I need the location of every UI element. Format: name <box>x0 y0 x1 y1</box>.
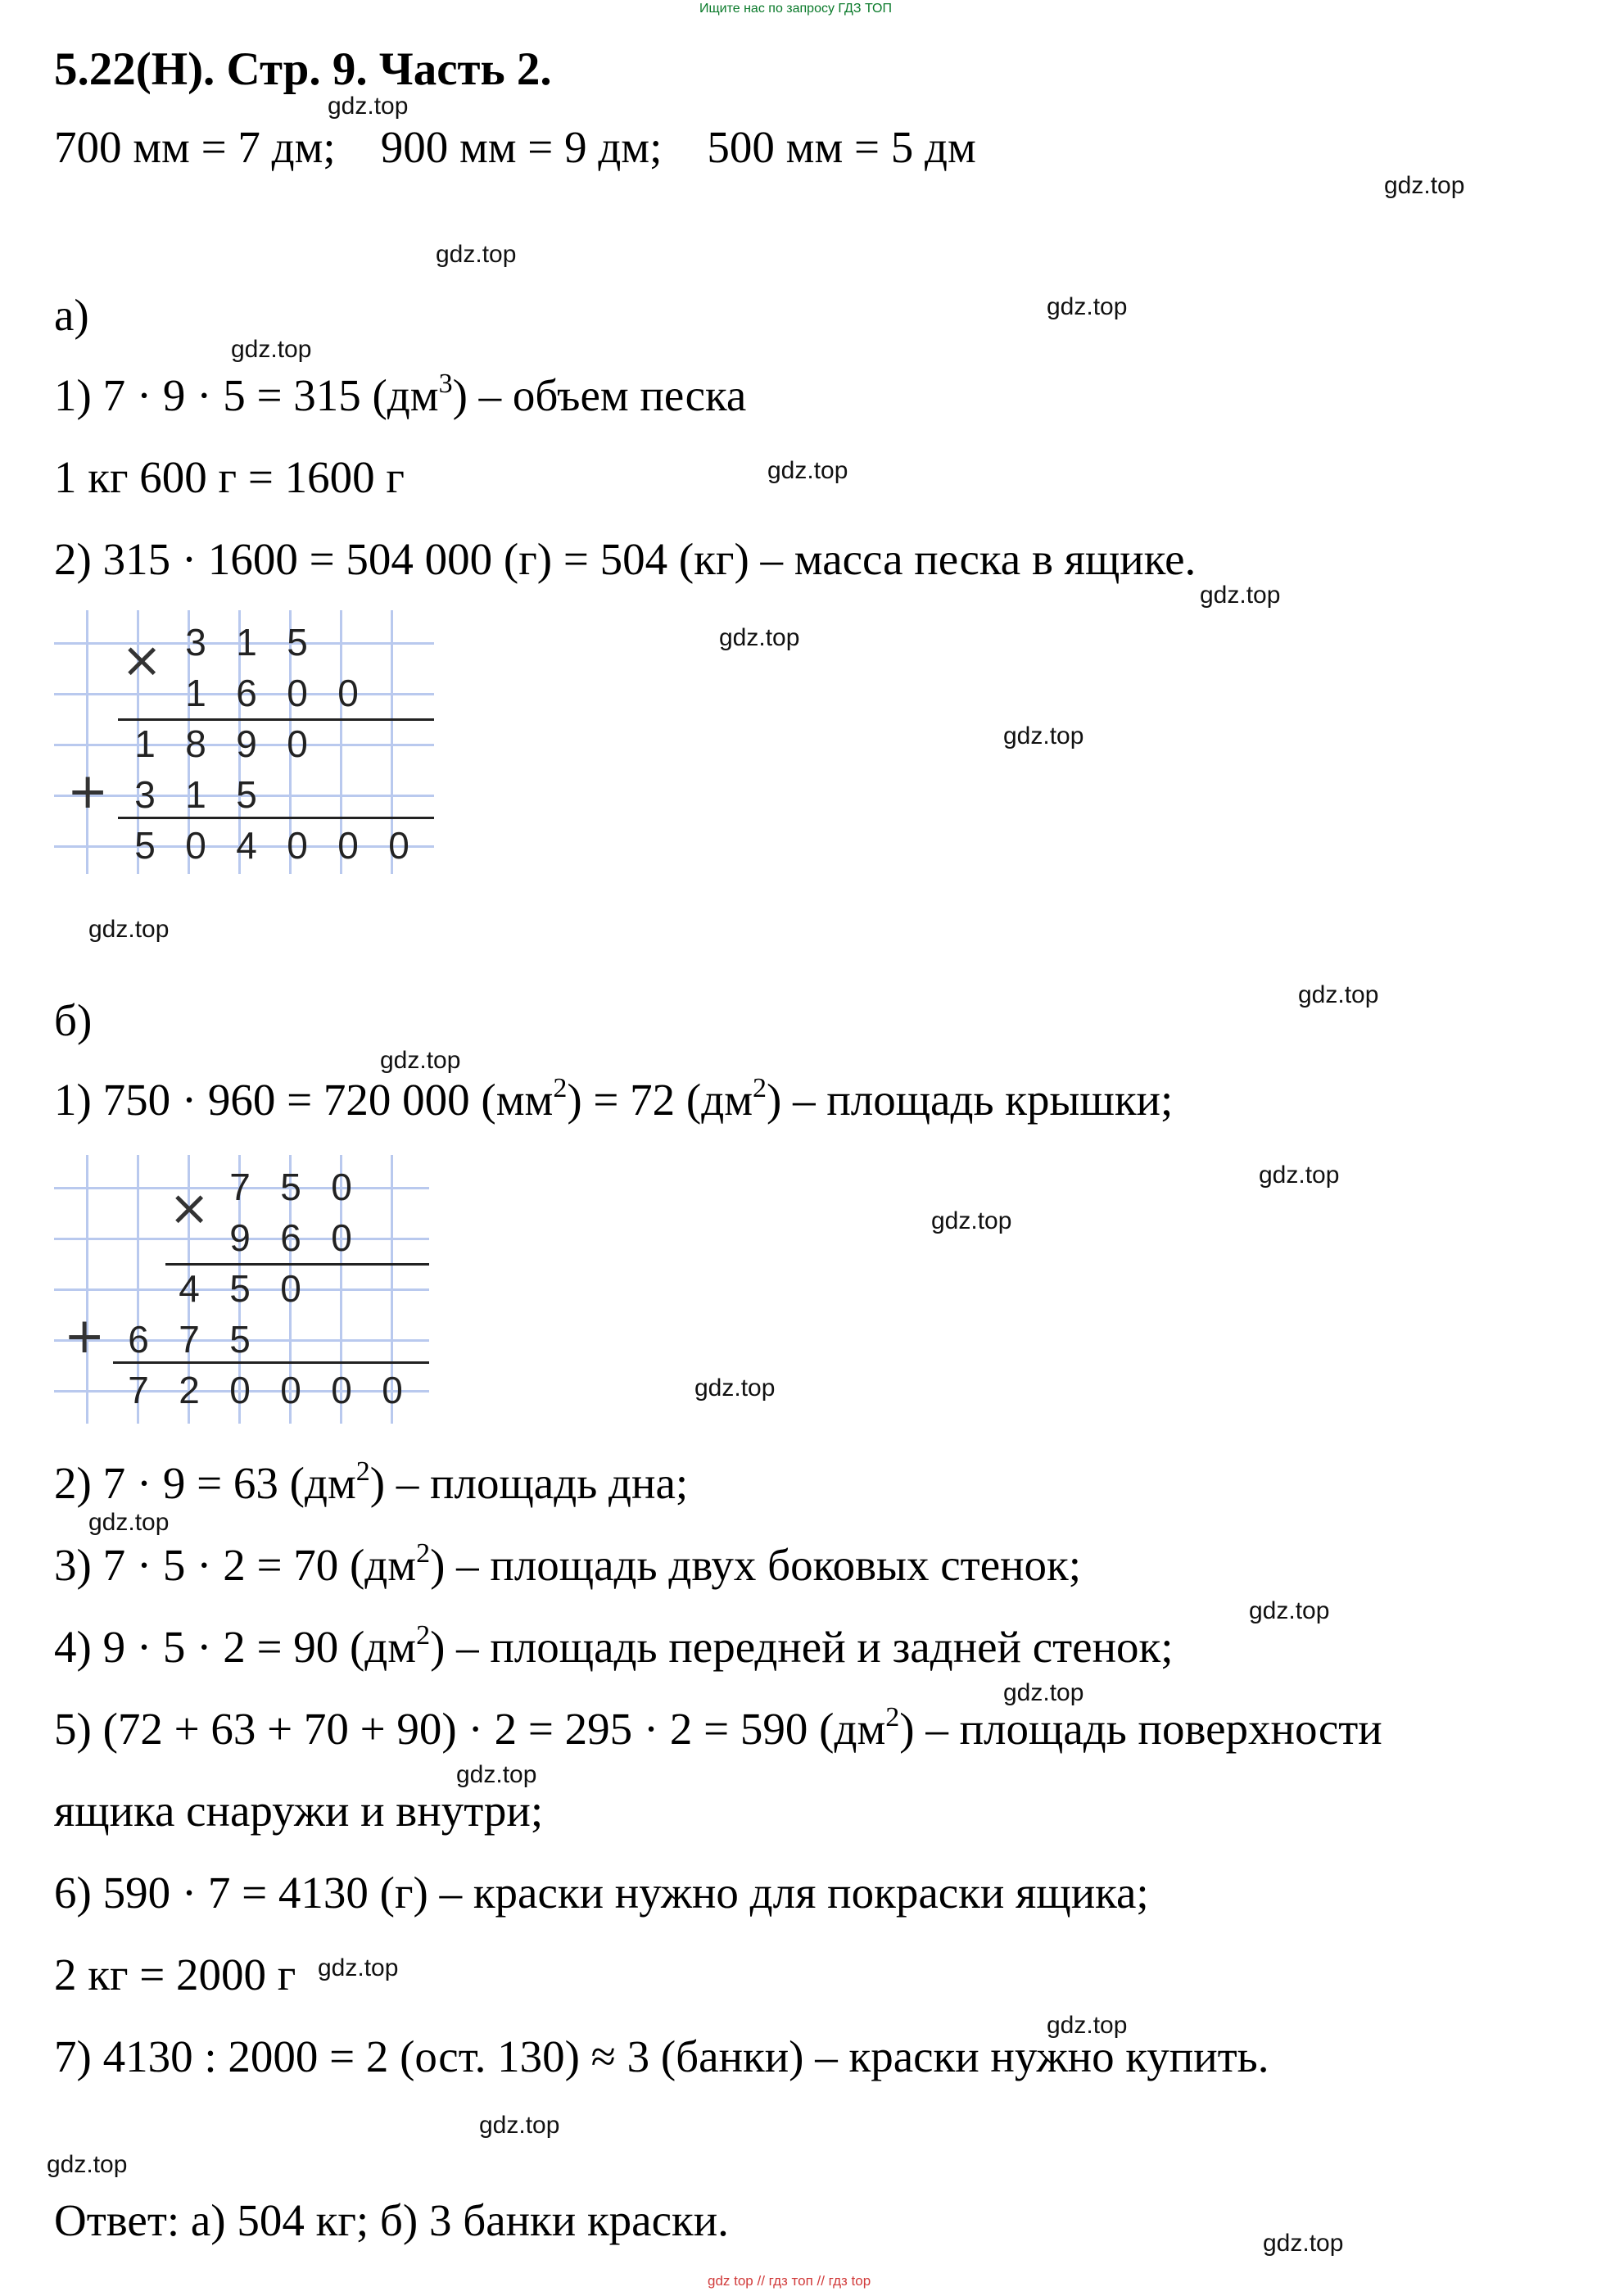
part-a-label: а) <box>54 290 89 340</box>
grid-digit: 1 <box>236 621 257 663</box>
watermark: gdz.top <box>47 2151 128 2178</box>
part-b-step6: 6) 590 · 7 = 4130 (г) – краски нужно для покраски ящика; <box>54 1868 1149 1918</box>
watermark: gdz.top <box>1263 2230 1344 2257</box>
part-b-step2-a: 2) 7 · 9 = 63 (дм <box>54 1458 356 1508</box>
grid-digit: 0 <box>331 1369 352 1411</box>
watermark: gdz.top <box>231 336 312 363</box>
watermark: gdz.top <box>694 1374 776 1402</box>
watermark: gdz.top <box>1298 981 1379 1008</box>
part-b-label: б) <box>54 995 93 1045</box>
part-a-conversion: 1 кг 600 г = 1600 г <box>54 452 405 502</box>
part-b-step4-a: 4) 9 · 5 · 2 = 90 (дм <box>54 1622 417 1672</box>
watermark: gdz.top <box>1200 582 1281 609</box>
multiplication-grid-b <box>54 1155 429 1424</box>
watermark: gdz.top <box>479 2112 560 2139</box>
part-a-step1-text: 1) 7 · 9 · 5 = 315 (дм <box>54 370 439 420</box>
part-b-step3-a: 3) 7 · 5 · 2 = 70 (дм <box>54 1540 417 1590</box>
part-b-step1-c: ) – площадь крышки; <box>767 1075 1174 1125</box>
part-b-step2-sup: 2 <box>355 1456 370 1487</box>
multiplication-grid-a <box>54 610 434 874</box>
part-b-step5 <box>54 1702 1382 1754</box>
grid-digit: 0 <box>337 824 359 867</box>
grid-digit: 6 <box>236 672 257 714</box>
grid-cell <box>88 1240 139 1291</box>
watermark: gdz.top <box>767 457 848 484</box>
grid-cell <box>393 695 434 746</box>
header-note: Ищите нас по запросу ГДЗ ТОП <box>699 2 892 16</box>
part-b-step1 <box>54 1073 1174 1125</box>
watermark: gdz.top <box>436 241 517 268</box>
grid-digit: 9 <box>229 1216 251 1259</box>
watermark: gdz.top <box>719 624 800 651</box>
grid-cell <box>342 1291 393 1342</box>
multiply-sign: × <box>169 1180 210 1237</box>
part-b-step1-a: 1) 750 · 960 = 720 000 (мм <box>54 1075 554 1125</box>
grid-digit: 0 <box>287 824 308 867</box>
grid-cell <box>54 1155 88 1189</box>
grid-digit: 0 <box>280 1267 301 1310</box>
grid-digit: 5 <box>280 1166 301 1208</box>
grid-digit: 0 <box>280 1369 301 1411</box>
grid-digit: 5 <box>229 1267 251 1310</box>
grid-digit: 7 <box>128 1369 149 1411</box>
grid-digit: 1 <box>185 672 206 714</box>
part-b-step2 <box>54 1456 689 1508</box>
answer: Ответ: а) 504 кг; б) 3 банки краски. <box>54 2195 729 2245</box>
footer-note: gdz top // гдз топ // гдз top <box>708 2273 871 2289</box>
grid-cell <box>54 695 88 746</box>
part-a-step1-sup: 3 <box>438 369 453 399</box>
conversion-line: 700 мм = 7 дм; 900 мм = 9 дм; 500 мм = 5 дм <box>54 122 976 172</box>
part-b-step5-continuation: ящика снаружи и внутри; <box>54 1786 544 1836</box>
grid-digit: 8 <box>185 722 206 765</box>
grid-digit: 0 <box>185 824 206 867</box>
part-a-step2: 2) 315 · 1600 = 504 000 (г) = 504 (кг) – масса песка в ящике. <box>54 534 1197 584</box>
grid-digit: 0 <box>331 1216 352 1259</box>
part-b-step3-b: ) – площадь двух боковых стенок; <box>430 1540 1082 1590</box>
grid-cell <box>54 1240 88 1291</box>
grid-cell <box>54 1393 88 1424</box>
grid-digit: 0 <box>287 672 308 714</box>
part-b-step7: 7) 4130 : 2000 = 2 (ост. 130) ≈ 3 (банки) – краски нужно купить. <box>54 2031 1269 2081</box>
grid-digit: 0 <box>229 1369 251 1411</box>
part-b-step5-sup: 2 <box>885 1702 900 1732</box>
grid-cell <box>393 1189 429 1240</box>
watermark: gdz.top <box>88 916 170 943</box>
grid-digit: 7 <box>229 1166 251 1208</box>
grid-digit: 0 <box>337 672 359 714</box>
grid-digit: 1 <box>185 773 206 816</box>
grid-cell <box>54 848 88 874</box>
grid-digit: 0 <box>382 1369 403 1411</box>
watermark: gdz.top <box>1003 722 1084 749</box>
watermark: gdz.top <box>456 1761 537 1788</box>
grid-cell <box>88 1189 139 1240</box>
grid-cell <box>54 610 88 645</box>
grid-cell <box>393 610 434 645</box>
part-a-step1 <box>54 369 747 420</box>
part-b-step3 <box>54 1538 1082 1590</box>
part-b-conversion: 2 кг = 2000 г <box>54 1950 296 1999</box>
watermark: gdz.top <box>1003 1679 1084 1706</box>
grid-cell <box>54 1189 88 1240</box>
part-b-step2-b: ) – площадь дна; <box>369 1458 689 1508</box>
grid-digit: 2 <box>179 1369 200 1411</box>
grid-cell <box>54 645 88 695</box>
grid-cell <box>342 610 393 645</box>
grid-digit: 5 <box>236 773 257 816</box>
grid-digit: 6 <box>128 1318 149 1361</box>
grid-digit: 6 <box>280 1216 301 1259</box>
grid-digit: 0 <box>388 824 409 867</box>
part-a-step1-after: ) – объем песка <box>452 370 747 420</box>
part-b-step1-sup1: 2 <box>553 1073 568 1103</box>
grid-digit: 3 <box>134 773 156 816</box>
grid-cell <box>393 746 434 797</box>
part-b-step1-sup2: 2 <box>753 1073 767 1103</box>
grid-cell <box>88 1155 139 1189</box>
grid-digit: 3 <box>185 621 206 663</box>
grid-digit: 7 <box>179 1318 200 1361</box>
grid-cell <box>393 1155 429 1189</box>
watermark: gdz.top <box>1047 2012 1128 2039</box>
watermark: gdz.top <box>1384 172 1465 199</box>
grid-cell <box>393 1291 429 1342</box>
multiply-sign: × <box>121 632 163 689</box>
part-b-step3-sup: 2 <box>416 1538 431 1569</box>
grid-digit: 5 <box>134 824 156 867</box>
part-b-step1-b: ) = 72 (дм <box>567 1075 753 1125</box>
grid-digit: 5 <box>229 1318 251 1361</box>
grid-digit: 4 <box>236 824 257 867</box>
page-title: 5.22(Н). Стр. 9. Часть 2. <box>54 43 552 95</box>
part-b-step4-b: ) – площадь передней и задней стенок; <box>430 1622 1174 1672</box>
part-b-step4-sup: 2 <box>416 1620 431 1651</box>
grid-digit: 4 <box>179 1267 200 1310</box>
watermark: gdz.top <box>318 1954 399 1981</box>
watermark: gdz.top <box>88 1509 170 1536</box>
part-b-step4 <box>54 1620 1174 1672</box>
grid-digit: 0 <box>331 1166 352 1208</box>
watermark: gdz.top <box>931 1207 1012 1234</box>
watermark: gdz.top <box>1047 293 1128 320</box>
grid-digit: 0 <box>287 722 308 765</box>
watermark: gdz.top <box>328 93 409 120</box>
add-sign: + <box>67 763 109 820</box>
watermark: gdz.top <box>1259 1162 1340 1189</box>
grid-digit: 5 <box>287 621 308 663</box>
grid-digit: 9 <box>236 722 257 765</box>
part-b-step5-b: ) – площадь поверхности <box>899 1704 1382 1754</box>
part-b-step5-a: 5) (72 + 63 + 70 + 90) · 2 = 295 · 2 = 590 (дм <box>54 1704 886 1754</box>
grid-cell <box>342 746 393 797</box>
grid-cell <box>393 645 434 695</box>
watermark: gdz.top <box>380 1047 461 1074</box>
watermark: gdz.top <box>1249 1597 1330 1624</box>
grid-cell <box>393 1240 429 1291</box>
grid-digit: 1 <box>134 722 156 765</box>
add-sign: + <box>64 1307 106 1365</box>
